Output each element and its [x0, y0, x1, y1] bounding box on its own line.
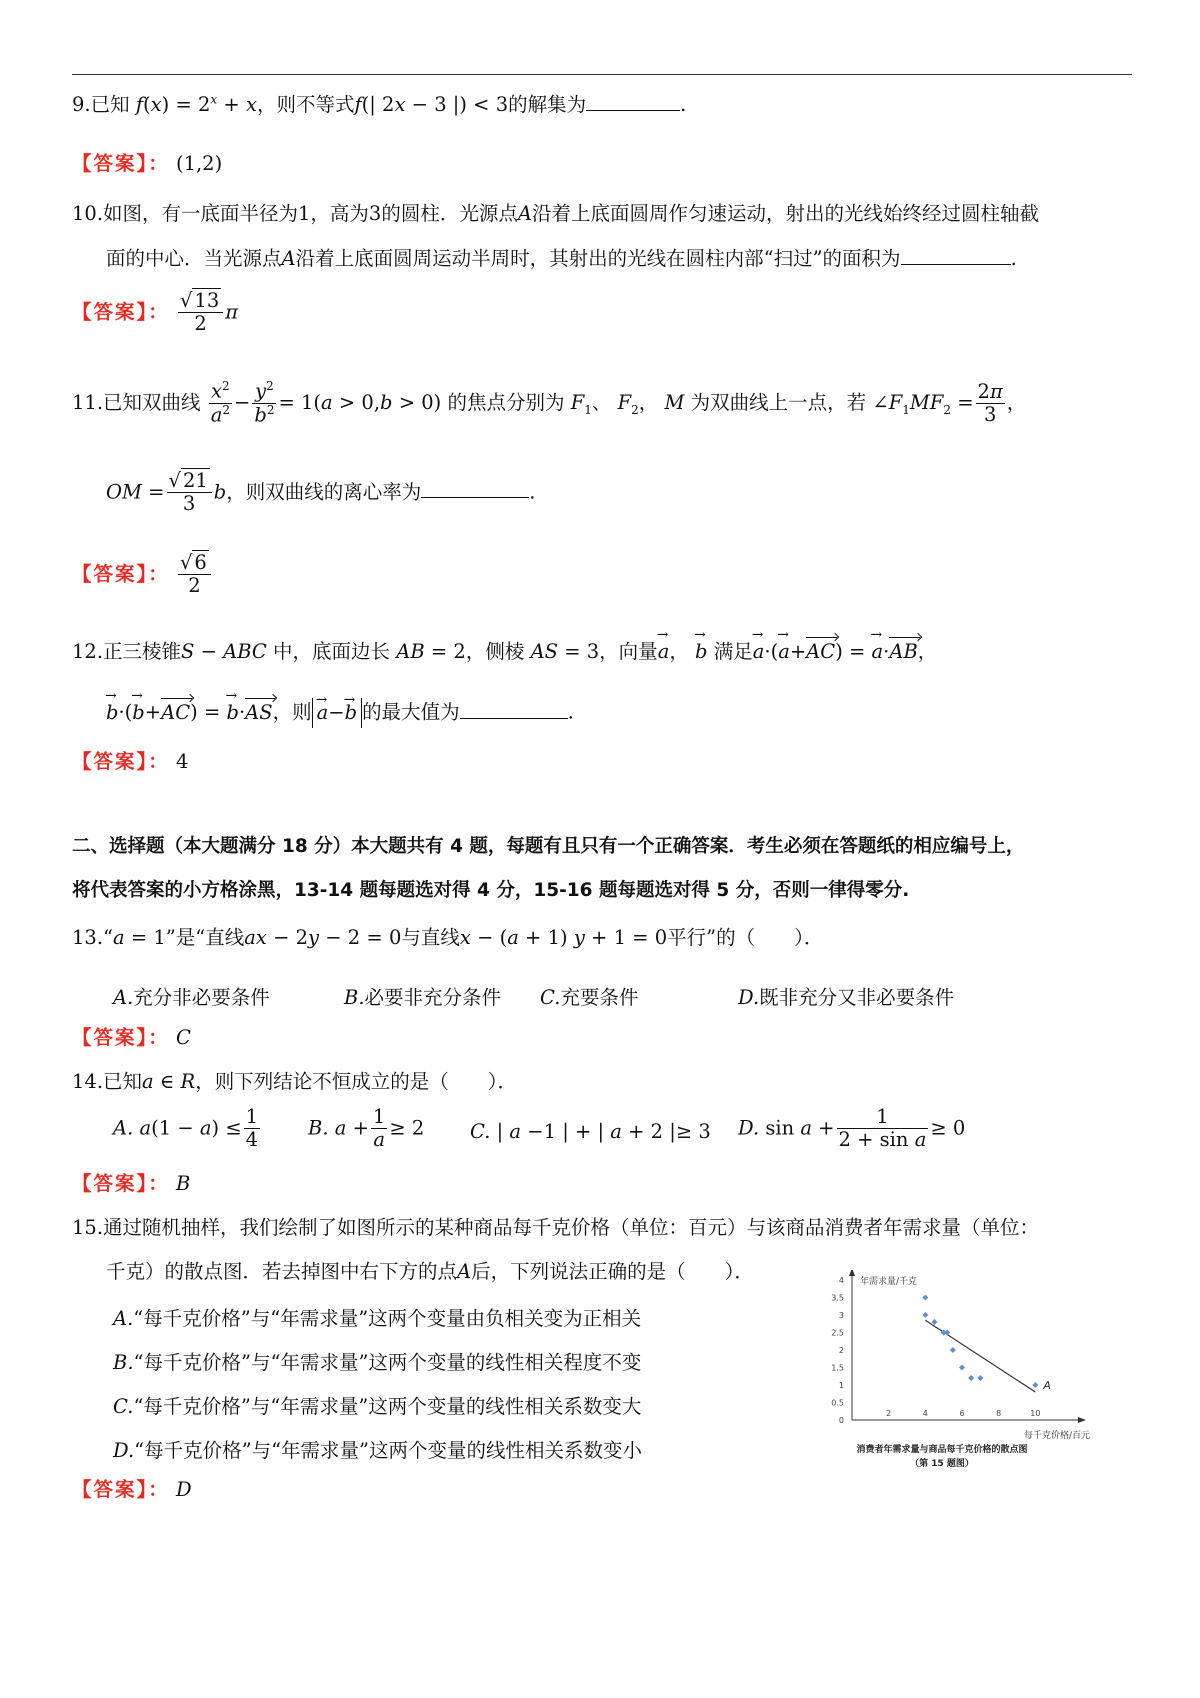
x-tick-label: 4 — [922, 1409, 928, 1418]
answer-blank — [586, 92, 680, 111]
question-10-line2: 面的中心．当光源点A沿着上底面圆周运动半周时，其射出的光线在圆柱内部“扫过”的面积为 . — [106, 247, 1017, 270]
data-point — [922, 1312, 928, 1318]
data-point — [922, 1295, 928, 1301]
data-point — [968, 1375, 974, 1381]
data-point — [1032, 1382, 1038, 1388]
y-tick-label: 1 — [838, 1381, 844, 1390]
option-15-A[interactable]: A.“每千克价格”与“年需求量”这两个变量由负相关变为正相关 — [113, 1307, 642, 1330]
option-15-D[interactable]: D.“每千克价格”与“年需求量”这两个变量的线性相关系数变小 — [113, 1439, 643, 1462]
answer-blank — [421, 479, 529, 498]
question-10-line1: 10.如图，有一底面半径为1，高为3的圆柱．光源点A沿着上底面圆周作匀速运动，射出的光线始终经过圆柱轴截 — [72, 202, 1039, 225]
y-tick-label: 3.5 — [831, 1293, 844, 1303]
answer-15: 【答案】： D — [72, 1478, 192, 1501]
x-axis-label: 每千克价格/百元 — [1023, 1431, 1090, 1441]
data-point — [932, 1319, 938, 1325]
y-tick-label: 2.5 — [831, 1328, 844, 1338]
option-13-D[interactable]: D.既非充分又非必要条件 — [738, 986, 955, 1009]
option-13-A[interactable]: A.充分非必要条件 — [113, 986, 270, 1009]
x-tick-label: 6 — [959, 1409, 965, 1418]
data-point — [950, 1347, 956, 1353]
chart-caption-sub: （第 15 题图） — [910, 1459, 974, 1469]
data-point — [959, 1365, 965, 1371]
answer-fraction: $\frac{√ 6}{2}$ — [178, 552, 211, 598]
y-axis-label: 年需求量/千克 — [860, 1277, 918, 1287]
data-point — [977, 1375, 983, 1381]
option-14-A[interactable]: A. a(1 − a) ≤ $\frac{1}{4}$ — [113, 1105, 259, 1152]
answer-9: 【答案】： (1,2) — [72, 152, 223, 175]
answer-fraction: $\frac{√ 13}{2}$ — [178, 290, 223, 336]
x-tick-label: 8 — [996, 1409, 1002, 1418]
y-tick-label: 2 — [838, 1346, 844, 1355]
question-14: 14.已知a ∈ R，则下列结论不恒成立的是（ ）． — [72, 1070, 517, 1093]
scatter-chart — [800, 1270, 1195, 1502]
y-axis-arrow — [849, 1270, 855, 1276]
question-9: 9.已知 $f(x) = 2^x + x$，则不等式f(| 2x − 3 |) < 3的解集为 . — [72, 92, 687, 116]
answer-10: 【答案】： $\frac{√ 13}{2}$ π — [72, 289, 239, 336]
question-11-line2: OM = $\frac{√ 21}{3}$ b，则双曲线的离心率为 . — [106, 469, 536, 516]
question-15-line1: 15.通过随机抽样，我们绘制了如图所示的某种商品每千克价格（单位：百元）与该商品消费者年需求量（单位： — [72, 1216, 1040, 1239]
section-2-header-line2: 将代表答案的小方格涂黑，13-14 题每题选对得 4 分，15-16 题每题选对得 5 分，否则一律得零分. — [72, 880, 910, 901]
y-tick-label: 4 — [838, 1276, 844, 1285]
answer-blank — [901, 246, 1011, 265]
answer-13: 【答案】： C — [72, 1026, 191, 1049]
chart-caption: 消费者年需求量与商品每千克价格的散点图 — [856, 1445, 1028, 1455]
option-13-C[interactable]: C.充要条件 — [540, 986, 639, 1009]
x-tick-label: 2 — [886, 1409, 892, 1418]
answer-11: 【答案】： $\frac{√ 6}{2}$ — [72, 552, 213, 598]
option-15-C[interactable]: C.“每千克价格”与“年需求量”这两个变量的线性相关系数变大 — [113, 1395, 642, 1418]
question-12-line2: → b·(→ b+AC) = → b·AS，则→ a−→ b 的最大值为 . — [106, 698, 574, 728]
section-2-header: 二、选择题（本大题满分 18 分）本大题共有 4 题，每题有且只有一个正确答案．考生必须在答题纸的相应编号上， — [72, 836, 1025, 857]
answer-12: 【答案】： 4 — [72, 750, 189, 773]
option-14-D[interactable]: D. sin a + $\frac{1}{\text{2 + sin a}}$ ≥ 0 — [738, 1105, 966, 1152]
question-15-line2: 千克）的散点图．若去掉图中右下方的点A后，下列说法正确的是（ ）． — [106, 1260, 754, 1283]
formula-fx: f — [135, 93, 144, 116]
trend-line — [925, 1320, 1035, 1392]
point-A-label: A — [1043, 1379, 1051, 1392]
x-axis-arrow — [1078, 1417, 1086, 1423]
answer-blank — [460, 700, 568, 719]
question-13: 13.“a = 1”是“直线ax − 2y − 2 = 0与直线x − (a + 1) y + 1 = 0平行”的（ ）． — [72, 926, 824, 949]
data-point — [944, 1330, 950, 1336]
answer-14: 【答案】： B — [72, 1172, 191, 1195]
y-tick-label: 3 — [838, 1311, 844, 1320]
question-12-line1: 12.正三棱锥S − ABC 中，底面边长 AB = 2，侧棱 AS = 3，向量→ a， → b 满足→ a·(→ a+AC) = → a·AB， — [72, 640, 937, 663]
question-11-line1: 11.已知双曲线 $\frac{x^2}{a^2}$ − $\frac{y^2}{b^2}$ = 1(a > 0,b > 0) 的焦点分别为 $F_1$、 $F_2$， M 为双曲线上一点，若 $\angle F_1MF_2$ = $\frac{2\pi}{3}$ ， — [72, 379, 1027, 427]
y-tick-label: 1.5 — [831, 1363, 844, 1373]
x-tick-label: 10 — [1030, 1409, 1041, 1418]
option-13-B[interactable]: B.必要非充分条件 — [344, 986, 502, 1009]
y-tick-label: 0 — [838, 1416, 844, 1425]
option-14-B[interactable]: B. a + $\frac{1}{a}$ ≥ 2 — [308, 1105, 425, 1152]
option-15-B[interactable]: B.“每千克价格”与“年需求量”这两个变量的线性相关程度不变 — [113, 1351, 642, 1374]
y-tick-label: 0.5 — [831, 1398, 844, 1408]
header-rule — [72, 74, 1132, 75]
option-14-C[interactable]: C. | a −1 | + | a + 2 |≥ 3 — [470, 1120, 711, 1143]
